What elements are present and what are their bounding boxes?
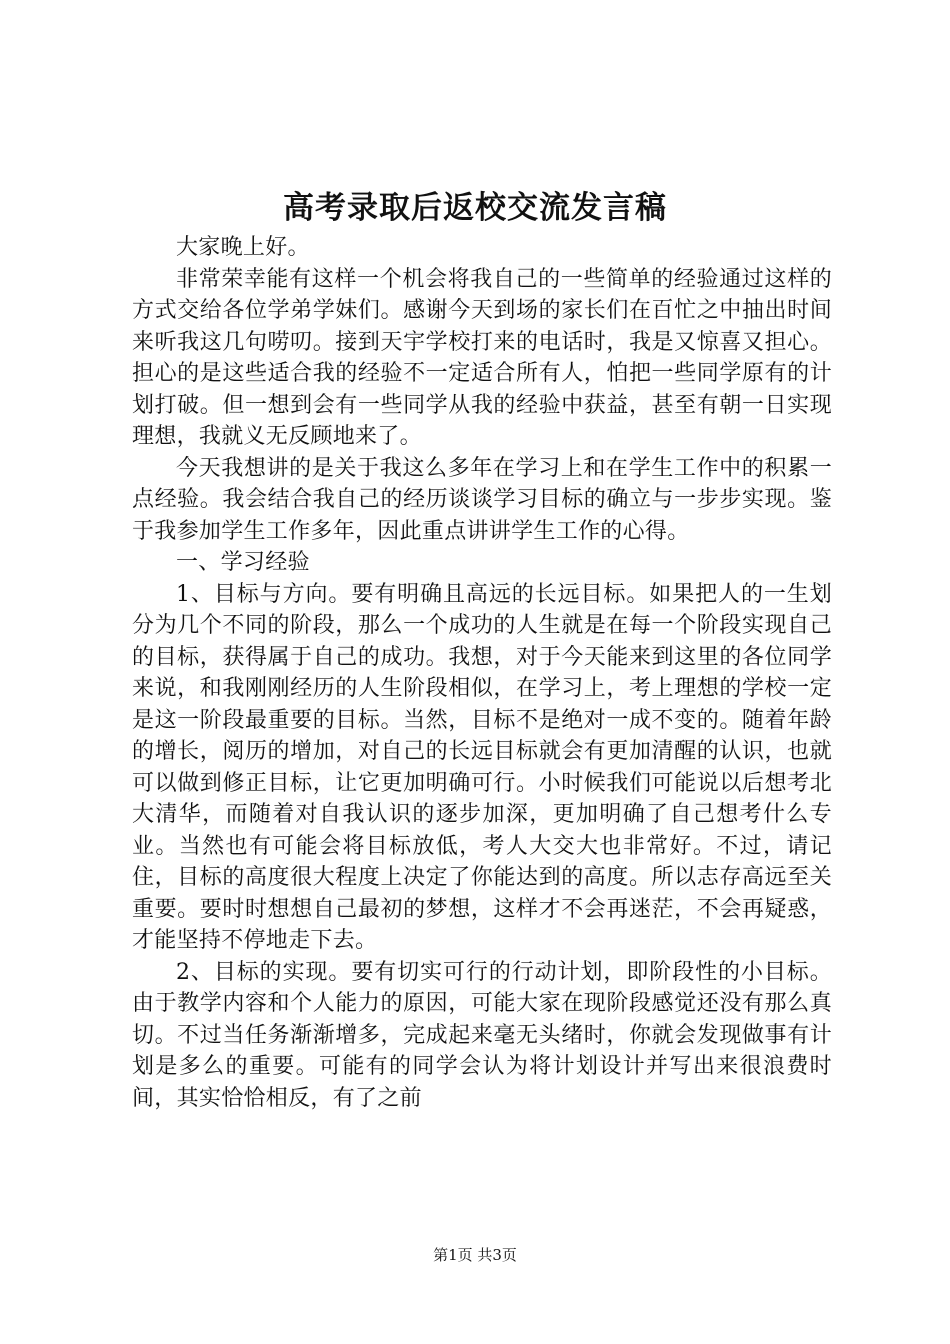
paragraph-topic: 今天我想讲的是关于我这么多年在学习上和在学生工作中的积累一点经验。我会结合我自己的经历谈谈学习目标的确立与一步步实现。鉴于我参加学生工作多年，因此重点讲讲学生工作的心得。 [132,455,832,544]
document-body [132,232,832,1114]
paragraph-greeting: 大家晚上好。 [176,235,310,260]
page-number-footer: 第1页 共3页 [433,1246,517,1264]
document-title: 高考录取后返校交流发言稿 [283,190,667,226]
paragraph-goal-achievement: 2、目标的实现。要有切实可行的行动计划，即阶段性的小目标。由于教学内容和个人能力的原因，可能大家在现阶段感觉还没有那么真切。不过当任务渐渐增多，完成起来毫无头绪时，你就会发现做事有计划是多么的重要。可能有的同学会认为将计划设计并写出来很浪费时间，其实恰恰相反，有了之前 [132,959,832,1111]
paragraph-intro: 非常荣幸能有这样一个机会将我自己的一些简单的经验通过这样的方式交给各位学弟学妹们。感谢今天到场的家长们在百忙之中抽出时间来听我这几句唠叨。接到天宇学校打来的电话时，我是又惊喜又担心。担心的是这些适合我的经验不一定适合所有人，怕把一些同学原有的计划打破。但一想到会有一些同学从我的经验中获益，甚至有朝一日实现理想，我就义无反顾地来了。 [132,266,832,449]
section-heading-study-experience: 一、学习经验 [176,550,310,575]
paragraph-goals-direction: 1、目标与方向。要有明确且高远的长远目标。如果把人的一生划分为几个不同的阶段，那么一个成功的人生就是在每一个阶段实现自己的目标，获得属于自己的成功。我想，对于今天能来到这里的各位同学来说，和我刚刚经历的人生阶段相似，在学习上，考上理想的学校一定是这一阶段最重要的目标。当然，目标不是绝对一成不变的。随着年龄的增长，阅历的增加，对自己的长远目标就会有更加清醒的认识，也就可以做到修正目标，让它更加明确可行。小时候我们可能说以后想考北大清华，而随着对自我认识的逐步加深，更加明确了自己想考什么专业。当然也有可能会将目标放低，考人大交大也非常好。不过，请记住，目标的高度很大程度上决定了你能达到的高度。所以志存高远至关重要。要时时想想自己最初的梦想，这样才不会再迷茫，不会再疑惑，才能坚持不停地走下去。 [132,581,832,953]
